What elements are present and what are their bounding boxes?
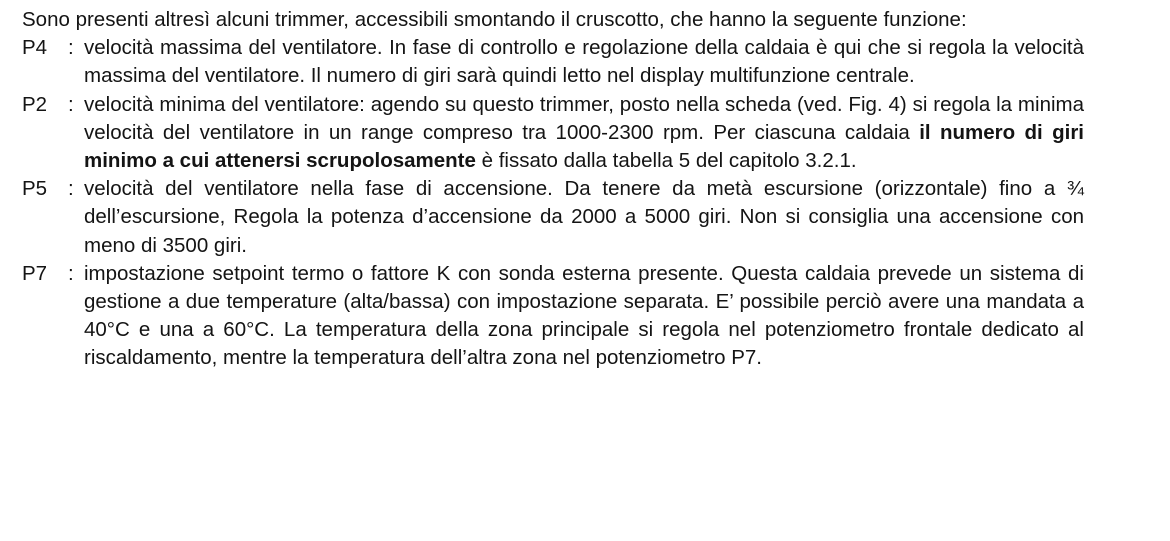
trimmer-item-p5 [22, 175, 1084, 260]
intro-paragraph: Sono presenti altresì alcuni trimmer, accessibili smontando il cruscotto, che hanno la seguente funzione: [22, 8, 967, 31]
trimmer-code: P2 [22, 92, 48, 116]
trimmer-item-p2 [22, 91, 1084, 176]
description-text: velocità minima del ventilatore: agendo su questo trimmer, posto nella scheda (ved. Fig. 4) si regola la minima velocità del ventilatore in un range compreso tra 1000-2300 rpm. Per ciascuna caldaia [84, 92, 1084, 144]
item-separator: : [68, 261, 74, 285]
item-separator: : [68, 36, 74, 60]
trimmer-description: velocità del ventilatore nella fase di accensione. Da tenere da metà escursione (orizzontale) fino a ¾ dell’escursione, Regola la potenza d’accensione da 2000 a 5000 giri. Non si consiglia una accensione con meno di 3500 giri. [84, 177, 1084, 257]
item-separator: : [68, 92, 74, 116]
trimmer-code: P7 [22, 261, 48, 285]
description-text: è fissato dalla tabella 5 del capitolo 3.2.1. [475, 149, 857, 173]
trimmer-code: P5 [22, 177, 48, 201]
trimmer-description: impostazione setpoint termo o fattore K con sonda esterna presente. Questa caldaia prevede un sistema di gestione a due temperature (alta/bassa) con impostazione separata. E’ possibile perciò avere una mandata a 40°C e una a 60°C. La temperatura della zona principale si regola nel potenziometro frontale dedicato al riscaldamento, mentre la temperatura dell’altra zona nel potenziometro P7. [84, 261, 1084, 370]
item-separator: : [68, 177, 74, 201]
trimmer-item-p4 [22, 34, 1084, 90]
trimmer-description [84, 91, 1084, 176]
document-page [22, 6, 1084, 373]
trimmer-code: P4 [22, 36, 48, 60]
trimmer-description: velocità massima del ventilatore. In fase di controllo e regolazione della caldaia è qui che si regola la velocità massima del ventilatore. Il numero di giri sarà quindi letto nel display multifunzione centrale. [84, 36, 1084, 88]
bold-emphasis: il numero di giri minimo a cui attenersi scrupolosamente [84, 120, 1085, 173]
trimmer-item-p7 [22, 260, 1084, 373]
